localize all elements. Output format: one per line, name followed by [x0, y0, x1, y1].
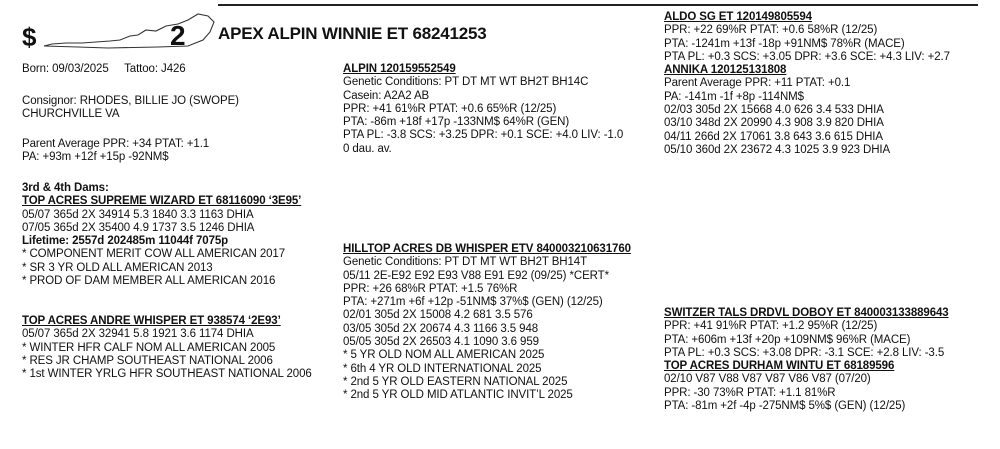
sire-info: Casein: A2A2 AB: [343, 89, 430, 102]
fourth-dam-award: * 1st WINTER YRLG HFR SOUTHEAST NATIONAL 2006: [22, 368, 312, 381]
paternal-grandsire-name: ALDO SG ET 120149805594: [664, 11, 812, 23]
dam-award: * 2nd 5 YR OLD EASTERN NATIONAL 2025: [343, 375, 568, 388]
dam-info: 02/01 305d 2X 15008 4.2 681 3.5 576: [343, 309, 533, 322]
dams-heading: 3rd & 4th Dams:: [22, 182, 109, 194]
sire-name: ALPIN 120159552549: [343, 63, 456, 75]
sire-info: PTA PL: -3.8 SCS: +3.25 DPR: +0.1 SCE: +4.0 LIV: -1.0: [343, 129, 624, 142]
fourth-dam-block: [22, 315, 312, 381]
born-date: Born: 09/03/2025: [22, 63, 109, 75]
consignor-block: [22, 95, 239, 122]
birth-info: [22, 63, 186, 76]
maternal-granddam-name: TOP ACRES DURHAM WINTU ET 68189596: [664, 360, 895, 373]
maternal-grandsire-name: SWITZER TALS DRDVL DOBOY ET 840003133889643: [664, 307, 949, 319]
parent-average-block: [22, 138, 209, 165]
paternal-granddam-record: 02/03 305d 2X 15668 4.0 626 3.4 533 DHIA: [664, 104, 884, 117]
consignor: Consignor: RHODES, BILLIE JO (SWOPE): [22, 95, 239, 107]
third-dam-award: * SR 3 YR OLD ALL AMERICAN 2013: [22, 261, 213, 274]
dam-info: Genetic Conditions: PT DT MT WT BH2T BH14T: [343, 256, 587, 269]
third-dam-award: * PROD OF DAM MEMBER ALL AMERICAN 2016: [22, 275, 276, 288]
paternal-granddam-info: Parent Average PPR: +11 PTAT: +0.1: [664, 77, 851, 90]
paternal-grandsire-info: PTA: -1241m +13f -18p +91NM$ 78%R (MACE): [664, 37, 905, 50]
dam-info: PTA: +271m +6f +12p -51NM$ 37%$ (GEN) (12/25): [343, 296, 603, 309]
dam-block: [343, 243, 631, 403]
maternal-grand-block: [664, 307, 949, 413]
dam-name: HILLTOP ACRES DB WHISPER ETV 840003210631760: [343, 243, 631, 255]
paternal-grandsire-info: PPR: +22 69%R PTAT: +0.6 58%R (12/25): [664, 24, 878, 37]
third-dam-lifetime: Lifetime: 2557d 202485m 11044f 7075p: [22, 235, 229, 248]
kentucky-outline-icon: [38, 10, 228, 56]
fourth-dam-record: 05/07 365d 2X 32941 5.8 1921 3.6 1174 DHIA: [22, 328, 254, 341]
maternal-grandsire-info: PPR: +41 91%R PTAT: +1.2 95%R (12/25): [664, 320, 878, 333]
pa-values: PA: +93m +12f +15p -92NM$: [22, 151, 169, 164]
third-dam-award: * COMPONENT MERIT COW ALL AMERICAN 2017: [22, 248, 286, 261]
dam-info: PPR: +26 68%R PTAT: +1.5 76%R: [343, 282, 518, 295]
dam-award: * 5 YR OLD NOM ALL AMERICAN 2025: [343, 349, 545, 362]
lot-number: 2: [170, 20, 186, 51]
consignor-city: CHURCHVILLE VA: [22, 108, 120, 121]
price-currency-symbol: $: [22, 22, 37, 52]
dam-info: 03/05 305d 2X 20674 4.3 1166 3.5 948: [343, 322, 539, 335]
paternal-granddam-record: 05/10 360d 2X 23672 4.3 1025 3.9 923 DHIA: [664, 143, 891, 156]
fourth-dam-award: * WINTER HFR CALF NOM ALL AMERICAN 2005: [22, 341, 276, 354]
paternal-granddam-record: 03/10 348d 2X 20990 4.3 908 3.9 820 DHIA: [664, 117, 884, 130]
paternal-granddam-record: 04/11 266d 2X 17061 3.8 643 3.6 615 DHIA: [664, 130, 883, 143]
dam-award: * 6th 4 YR OLD INTERNATIONAL 2025: [343, 362, 542, 375]
paternal-grand-block: [664, 11, 950, 157]
maternal-grandsire-info: PTA: +606m +13f +20p +109NM$ 96%R (MACE): [664, 333, 911, 346]
parent-average: Parent Average PPR: +34 PTAT: +1.1: [22, 138, 210, 150]
sire-info: PTA: -86m +18f +17p -133NM$ 64%R (GEN): [343, 116, 570, 129]
maternal-granddam-info: PTA: -81m +2f -4p -275NM$ 5%$ (GEN) (12/25): [664, 400, 906, 413]
animal-name: APEX ALPIN WINNIE ET 68241253: [218, 24, 487, 43]
third-dam-record: 07/05 365d 2X 35400 4.9 1737 3.5 1246 DHIA: [22, 221, 255, 234]
paternal-grandsire-info: PTA PL: +0.3 SCS: +3.05 DPR: +3.6 SCE: +4.3 LIV: +2.7: [664, 50, 950, 63]
paternal-granddam-name: ANNIKA 120125131808: [664, 64, 787, 77]
maternal-granddam-info: PPR: -30 73%R PTAT: +1.1 81%R: [664, 386, 836, 399]
dam-award: * 2nd 5 YR OLD MID ATLANTIC INVIT’L 2025: [343, 389, 573, 402]
sire-info: Genetic Conditions: PT DT MT WT BH2T BH14C: [343, 76, 589, 89]
sire-info: PPR: +41 61%R PTAT: +0.6 65%R (12/25): [343, 102, 557, 115]
third-dam-name: TOP ACRES SUPREME WIZARD ET 68116090 ‘3E95’: [22, 195, 302, 208]
maternal-granddam-info: 02/10 V87 V88 V87 V87 V86 V87 (07/20): [664, 373, 871, 386]
paternal-granddam-info: PA: -141m -1f +8p -114NM$: [664, 90, 804, 103]
top-rule: [218, 4, 978, 6]
dams-block: [22, 182, 301, 288]
third-dam-record: 05/07 365d 2X 34914 5.3 1840 3.3 1163 DHIA: [22, 208, 254, 221]
tattoo: Tattoo: J426: [124, 63, 186, 75]
sire-info: 0 dau. av.: [343, 142, 392, 155]
dam-info: 05/05 305d 2X 26503 4.1 1090 3.6 959: [343, 336, 539, 349]
fourth-dam-name: TOP ACRES ANDRE WHISPER ET 938574 ‘2E93’: [22, 315, 281, 327]
maternal-grandsire-info: PTA PL: +0.3 SCS: +3.08 DPR: -3.1 SCE: +2.8 LIV: -3.5: [664, 346, 945, 359]
sire-block: [343, 63, 623, 156]
fourth-dam-award: * RES JR CHAMP SOUTHEAST NATIONAL 2006: [22, 354, 273, 367]
dam-info: 05/11 2E-E92 E92 E93 V88 E91 E92 (09/25) *CERT*: [343, 269, 609, 282]
